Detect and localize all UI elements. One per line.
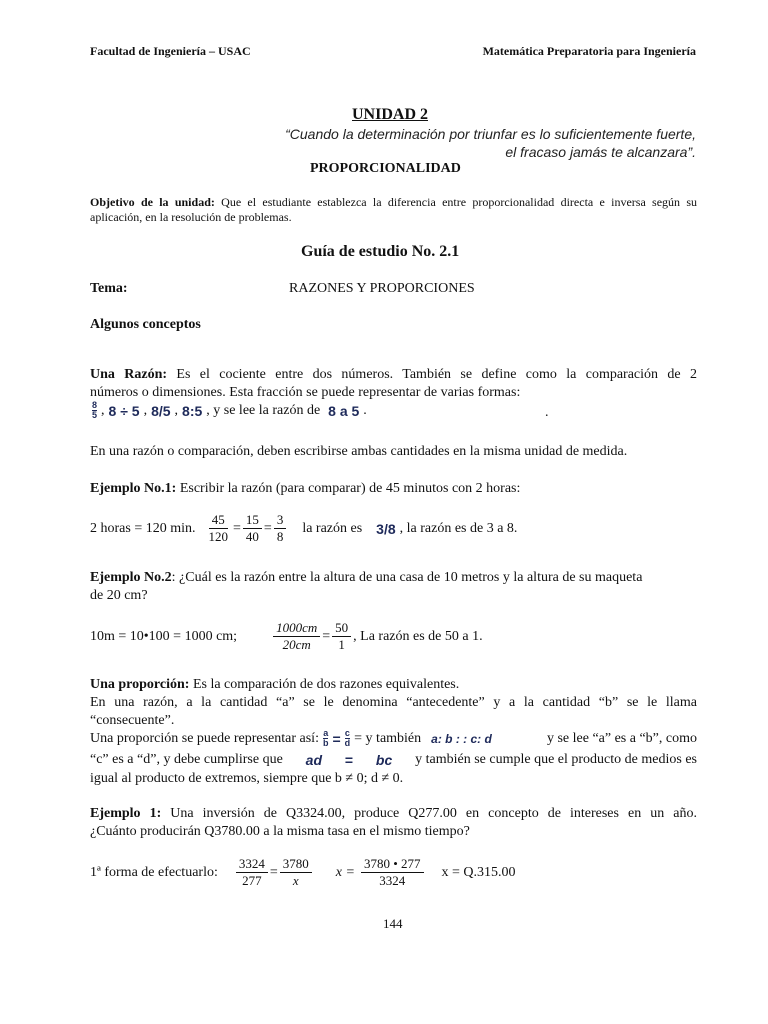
tema-label: Tema: xyxy=(90,281,128,296)
ejemplo3-result: x = Q.315.00 xyxy=(441,864,516,880)
proporcion-line-1: Es la comparación de dos razones equivalentes. xyxy=(189,677,460,692)
ejemplo2-line-2: de 20 cm? xyxy=(90,588,148,603)
product-bc: bc xyxy=(375,752,393,768)
form-colon: 8:5 xyxy=(182,402,203,419)
trailing-dot: . xyxy=(545,405,549,420)
proporcion-representation-text: Una proporción se puede representar así: xyxy=(90,730,319,746)
equals-symbol: = xyxy=(344,752,354,768)
proporcion-condition-text: “c” es a “d”, y debe cumplirse que xyxy=(90,752,283,767)
unit-subtitle: PROPORCIONALIDAD xyxy=(310,161,461,176)
objective-line-2: aplicación, en la resolución de problemas. xyxy=(90,210,292,224)
proporcion-line-5 xyxy=(90,751,697,769)
equals-sign: = xyxy=(322,628,331,644)
tema-value: RAZONES Y PROPORCIONES xyxy=(289,281,475,296)
units-note: En una razón o comparación, deben escribirse ambas cantidades en la misma unidad de medida. xyxy=(90,444,628,459)
ejemplo1-result-tail: , la razón es de 3 a 8. xyxy=(399,520,518,536)
fraction-3324-277: $\frac{3324}{277}$ xyxy=(236,856,268,889)
ejemplo3-work xyxy=(90,856,516,889)
proporcion-line-4 xyxy=(90,729,697,748)
equals-sign: = xyxy=(233,520,241,536)
unit-title: UNIDAD 2 xyxy=(352,106,428,123)
equals-sign: = xyxy=(269,864,278,880)
colon-form: a: b : : c: d xyxy=(431,731,492,746)
fraction-45-120: $\frac{45}{120}$ xyxy=(208,512,228,544)
ejemplo1-statement xyxy=(90,480,520,498)
equals-sign: = xyxy=(263,520,272,536)
ejemplo1-text: Escribir la razón (para comparar) de 45 minutos con 2 horas: xyxy=(176,481,521,496)
objective xyxy=(90,195,697,225)
form-division: 8 ÷ 5 xyxy=(108,402,140,419)
form-separator: , xyxy=(143,402,148,418)
quote-line-2: el fracaso jamás te alcanzara”. xyxy=(505,144,696,160)
proporcion-label: Una proporción: xyxy=(90,677,190,692)
razon-definition xyxy=(90,366,697,402)
equals-symbol: = xyxy=(332,730,341,747)
razon-line-2: números o dimensiones. Esta fracción se puede representar de varias formas: xyxy=(90,385,521,400)
fraction-1000cm-20cm: $\frac{1000cm}{20cm}$ xyxy=(273,620,320,653)
proporcion-line-6: igual al producto de extremos, siempre que b ≠ 0; d ≠ 0. xyxy=(90,771,404,786)
ejemplo2-statement xyxy=(90,569,697,605)
form-separator: , xyxy=(101,402,105,418)
form-slash: 8/5 xyxy=(151,402,171,419)
ejemplo1-lead: 2 horas = 120 min. xyxy=(90,520,196,536)
ejemplo2-line-1: : ¿Cuál es la razón entre la altura de una casa de 10 metros y la altura de su maqueta xyxy=(171,570,643,585)
proporcion-medios-text: y también se cumple que el producto de medios es xyxy=(415,752,697,767)
razon-forms xyxy=(92,401,367,420)
razon-line-1: Es el cociente entre dos números. También se define como la comparación de 2 xyxy=(167,367,697,382)
quote-line-1: “Cuando la determinación por triunfar es lo suficientemente fuerte, xyxy=(285,126,696,142)
fraction-c-d: $\frac{c}{d}$ xyxy=(344,728,351,748)
proporcion-line-2: En una razón, a la cantidad “a” se le denomina “antecedente” y a la cantidad “b” se le llama xyxy=(90,695,697,710)
ejemplo2-work xyxy=(90,620,483,653)
ejemplo3-statement xyxy=(90,805,697,841)
ejemplo3-line-1: Una inversión de Q3324.00, produce Q277.00 en concepto de intereses en un año. xyxy=(161,806,697,821)
fraction-a-b: $\frac{a}{b}$ xyxy=(322,728,329,748)
proporcion-also-text: = y también xyxy=(354,730,422,746)
read-end: . xyxy=(363,402,367,418)
fraction-3-8: $\frac{3}{8}$ xyxy=(274,512,287,545)
header-left: Facultad de Ingeniería – USAC xyxy=(90,44,251,58)
ejemplo1-result-value: 3/8 xyxy=(376,520,396,537)
form-fraction: $\frac{8}{5}$ xyxy=(92,400,98,420)
proporcion-read-text: y se lee “a” es a “b”, como xyxy=(546,730,697,746)
read-as-text: , y se lee la razón de xyxy=(206,402,321,418)
ejemplo3-label: Ejemplo 1: xyxy=(90,806,162,821)
objective-label: Objetivo de la unidad: xyxy=(90,195,215,209)
proporcion-line-3: “consecuente”. xyxy=(90,713,175,728)
ejemplo2-label: Ejemplo No.2 xyxy=(90,570,172,585)
fraction-15-40: $\frac{15}{40}$ xyxy=(243,512,262,545)
objective-line-1: Que el estudiante establezca la diferencia entre proporcionalidad directa e inversa según su xyxy=(214,195,697,209)
razon-label: Una Razón: xyxy=(90,367,168,382)
fraction-3780x277-3324: $\frac{3780 • 277}{3324}$ xyxy=(361,856,424,889)
page-number: 144 xyxy=(383,916,403,931)
ejemplo2-lead: 10m = 10•100 = 1000 cm; xyxy=(90,628,238,644)
ejemplo3-lead: 1ª forma de efectuarlo: xyxy=(90,864,218,880)
ejemplo1-label: Ejemplo No.1: xyxy=(90,481,177,496)
guide-title: Guía de estudio No. 2.1 xyxy=(301,243,460,260)
x-equals: x = xyxy=(335,864,355,880)
fraction-50-1: $\frac{50}{1}$ xyxy=(332,620,351,653)
concepts-heading: Algunos conceptos xyxy=(90,317,201,332)
ejemplo3-line-2: ¿Cuánto producirán Q3780.00 a la misma tasa en el mismo tiempo? xyxy=(90,824,470,839)
fraction-3780-x: $\frac{3780}{x}$ xyxy=(280,856,312,889)
ejemplo2-tail: , La razón es de 50 a 1. xyxy=(353,628,483,644)
header-right: Matemática Preparatoria para Ingeniería xyxy=(482,44,696,58)
proporcion-definition xyxy=(90,676,697,730)
form-separator: , xyxy=(174,402,179,418)
ejemplo1-result-lead: la razón es xyxy=(302,520,363,536)
product-ad: ad xyxy=(305,752,322,768)
ejemplo1-work xyxy=(90,512,517,545)
read-value: 8 a 5 xyxy=(328,402,360,419)
